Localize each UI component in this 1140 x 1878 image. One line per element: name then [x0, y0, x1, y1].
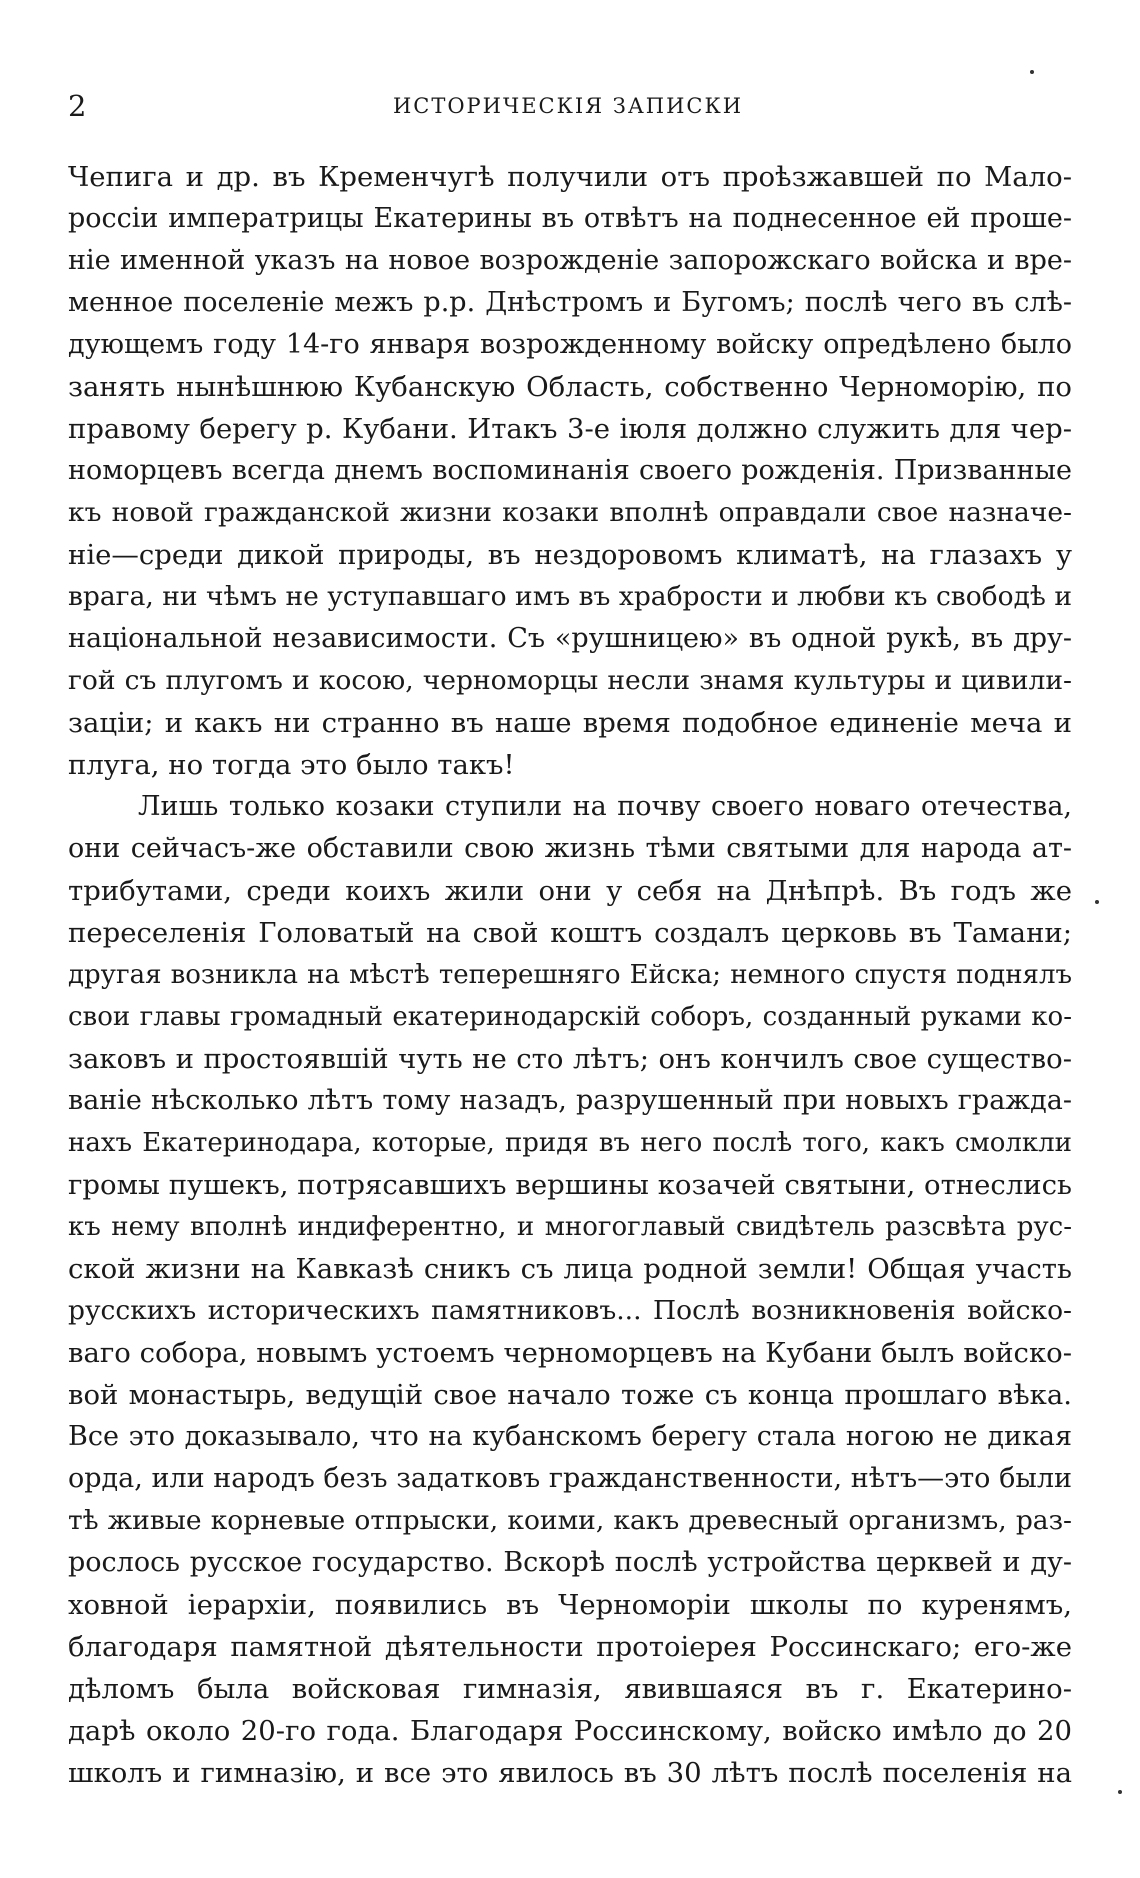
text-line: ваго собора, новымъ устоемъ черноморцевъ на Кубани былъ войско-: [68, 1337, 1072, 1369]
text-line: рослось русское государство. Вскорѣ послѣ устройства церквей и ду-: [68, 1547, 1072, 1578]
text-line: гой съ плугомъ и косою, черноморцы несли знамя культуры и цивили-: [68, 665, 1072, 696]
text-line: номорцевъ всегда днемъ воспоминанія своего рожденія. Призванные: [68, 455, 1072, 486]
text-line: Чепига и др. въ Кременчугѣ получили отъ проѣзжавшей по Мало-: [68, 161, 1072, 193]
text-line: менное поселеніе межъ р.р. Днѣстромъ и Бугомъ; послѣ чего въ слѣ-: [68, 287, 1072, 318]
text-line: тѣ живые корневые отпрыски, коими, какъ древесный организмъ, раз-: [68, 1505, 1072, 1536]
text-line: школъ и гимназію, и все это явилось въ 30 лѣтъ послѣ поселенія на: [68, 1757, 1072, 1789]
page-number: 2: [68, 89, 87, 123]
text-line: дующемъ году 14-го января возрожденному войску опредѣлено было: [68, 329, 1072, 360]
text-line: нахъ Екатеринодара, которые, придя въ него послѣ того, какъ смолкли: [68, 1128, 1072, 1158]
text-line: къ новой гражданской жизни козаки вполнѣ оправдали свое назначе-: [68, 497, 1072, 528]
text-line: русскихъ историческихъ памятниковъ... Послѣ возникновенія войско-: [68, 1295, 1072, 1326]
text-line: россіи императрицы Екатерины въ отвѣтъ на поднесенное ей проше-: [68, 203, 1072, 234]
body-text: [68, 156, 1072, 1794]
text-line: правому берегу р. Кубани. Итакъ 3-е іюля должно служить для чер-: [68, 413, 1072, 445]
text-line: плуга, но тогда это было такъ!: [68, 749, 515, 781]
paragraph: [68, 156, 1072, 786]
text-line: они сейчасъ-же обставили свою жизнь тѣми святыми для народа ат-: [68, 833, 1072, 864]
text-line: благодаря памятной дѣятельности протоіерея Россинскаго; его-же: [68, 1631, 1072, 1663]
text-line: трибутами, среди коихъ жили они у себя на Днѣпрѣ. Въ годъ же: [68, 875, 1072, 907]
scan-speck: [1095, 900, 1099, 904]
text-line: громы пушекъ, потрясавшихъ вершины козачей святыни, отнеслись: [68, 1169, 1072, 1201]
text-line: врага, ни чѣмъ не уступавшаго имъ въ храбрости и любви къ свободѣ и: [68, 581, 1072, 612]
text-line: орда, или народъ безъ задатковъ гражданственности, нѣтъ—это были: [68, 1463, 1072, 1494]
page-header: [68, 86, 1068, 126]
text-line: ніе именной указъ на новое возрожденіе запорожскаго войска и вре-: [68, 245, 1072, 276]
text-line: ской жизни на Кавказѣ сникъ съ лица родной земли! Общая участь: [68, 1253, 1072, 1285]
text-line: дарѣ около 20-го года. Благодаря Россинскому, войско имѣло до 20: [68, 1715, 1072, 1747]
scan-speck: [1118, 1790, 1122, 1794]
text-line: національной независимости. Съ «рушницею» въ одной рукѣ, въ дру-: [68, 623, 1072, 654]
text-line: другая возникла на мѣстѣ теперешняго Ейска; немного спустя поднялъ: [68, 960, 1072, 990]
text-line: ховной іерархіи, появились въ Черноморіи школы по куренямъ,: [68, 1589, 1072, 1621]
text-line: переселенія Головатый на свой коштъ создалъ церковь въ Тамани;: [68, 917, 1072, 949]
running-title: ИСТОРИЧЕСКІЯ ЗАПИСКИ: [392, 94, 744, 118]
text-line: дѣломъ была войсковая гимназія, явившаяся въ г. Екатерино-: [68, 1673, 1072, 1705]
text-line: къ нему вполнѣ индиферентно, и многоглавый свидѣтель разсвѣта рус-: [68, 1212, 1072, 1242]
text-line: Все это доказывало, что на кубанскомъ берегу стала ногою не дикая: [68, 1421, 1072, 1452]
text-line: занять нынѣшнюю Кубанскую Область, собственно Черноморію, по: [68, 371, 1072, 403]
text-line: ваніе нѣсколько лѣтъ тому назадъ, разрушенный при новыхъ гражда-: [68, 1085, 1072, 1116]
text-line: свои главы громадный екатеринодарскій соборъ, созданный руками ко-: [68, 1002, 1072, 1032]
text-line: вой монастырь, ведущій свое начало тоже съ конца прошлаго вѣка.: [68, 1379, 1072, 1411]
paragraph: [68, 786, 1072, 1794]
text-line: заковъ и простоявшій чуть не сто лѣтъ; онъ кончилъ свое существо-: [68, 1043, 1072, 1075]
scan-speck: [1030, 70, 1034, 74]
text-line: Лишь только козаки ступили на почву своего новаго отечества,: [138, 791, 1072, 822]
text-line: заціи; и какъ ни странно въ наше время подобное единеніе меча и: [68, 707, 1072, 739]
text-line: ніе—среди дикой природы, въ нездоровомъ климатѣ, на глазахъ у: [68, 539, 1072, 571]
